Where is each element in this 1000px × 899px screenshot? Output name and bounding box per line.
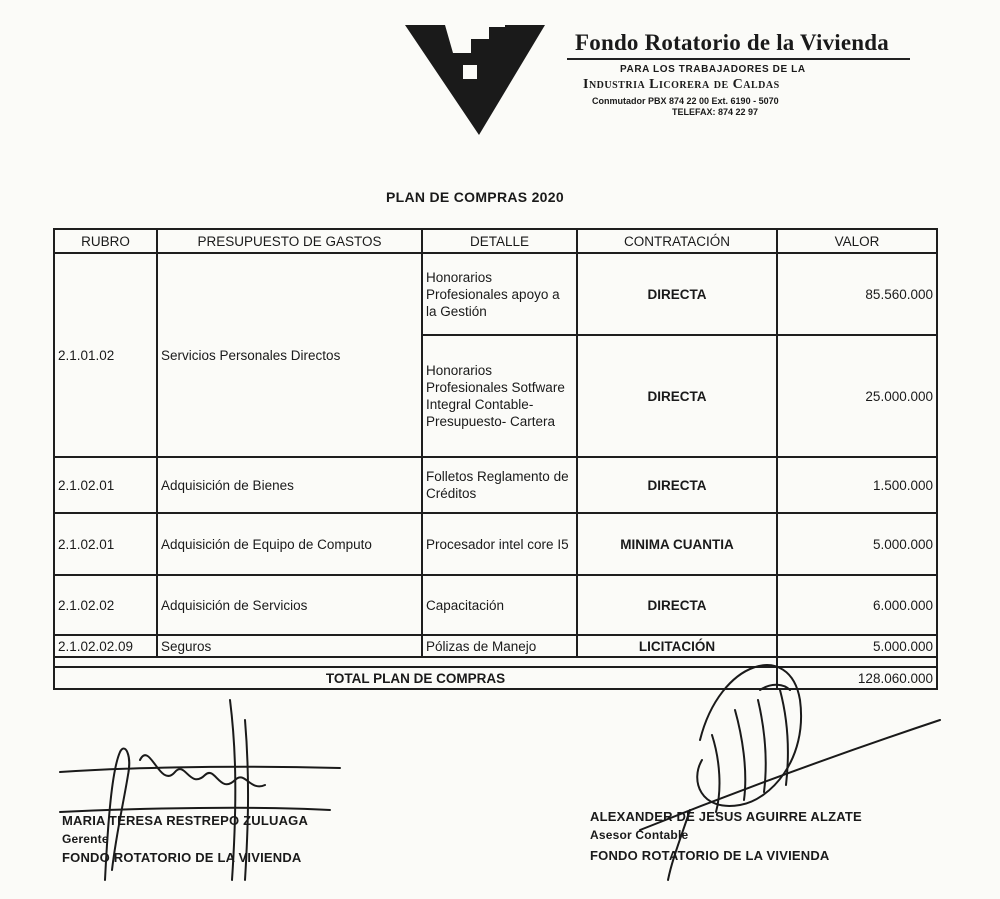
header-detalle: DETALLE (422, 229, 577, 253)
cell-valor: 85.560.000 (777, 253, 937, 335)
cell-valor: 25.000.000 (777, 335, 937, 457)
cell-rubro: 2.1.01.02 (54, 253, 157, 457)
cell-contratacion: DIRECTA (577, 457, 777, 513)
org-fax: TELEFAX: 874 22 97 (672, 107, 759, 117)
cell-detalle: Folletos Reglamento de Créditos (422, 457, 577, 513)
header-valor: VALOR (777, 229, 937, 253)
purchase-plan-table (53, 228, 938, 690)
cell-rubro: 2.1.02.01 (54, 513, 157, 575)
document-title: PLAN DE COMPRAS 2020 (386, 189, 564, 205)
header-contratacion: CONTRATACIÓN (577, 229, 777, 253)
table-spacer-row (54, 657, 937, 667)
left-signer-org: FONDO ROTATORIO DE LA VIVIENDA (62, 850, 302, 865)
cell-presupuesto: Adquisición de Servicios (157, 575, 422, 635)
cell-contratacion: MINIMA CUANTIA (577, 513, 777, 575)
cell-contratacion: DIRECTA (577, 253, 777, 335)
cell-rubro: 2.1.02.02.09 (54, 635, 157, 657)
cell-contratacion: DIRECTA (577, 335, 777, 457)
left-signer-name: MARIA TERESA RESTREPO ZULUAGA (62, 813, 309, 828)
table-row (54, 513, 937, 575)
cell-valor: 6.000.000 (777, 575, 937, 635)
right-signer-org: FONDO ROTATORIO DE LA VIVIENDA (590, 848, 830, 863)
table-row (54, 635, 937, 657)
right-signer-role: Asesor Contable (590, 828, 689, 842)
org-phone: Conmutador PBX 874 22 00 Ext. 6190 - 5070 (592, 96, 779, 106)
cell-valor: 5.000.000 (777, 635, 937, 657)
cell-presupuesto: Adquisición de Equipo de Computo (157, 513, 422, 575)
org-name: Fondo Rotatorio de la Vivienda (575, 30, 889, 55)
table-row (54, 253, 937, 335)
total-value: 128.060.000 (777, 667, 937, 689)
left-signer-role: Gerente (62, 832, 109, 846)
cell-rubro: 2.1.02.02 (54, 575, 157, 635)
spacer-cell (777, 657, 937, 667)
table-row (54, 575, 937, 635)
cell-rubro: 2.1.02.01 (54, 457, 157, 513)
org-subtitle-2: Industria Licorera de Caldas (583, 77, 780, 92)
org-subtitle-1: PARA LOS TRABAJADORES DE LA (620, 64, 806, 75)
cell-detalle: Honorarios Profesionales Sotfware Integral Contable- Presupuesto- Cartera (422, 335, 577, 457)
cell-valor: 5.000.000 (777, 513, 937, 575)
total-row (54, 667, 937, 689)
cell-valor: 1.500.000 (777, 457, 937, 513)
org-underline (567, 58, 910, 60)
fondo-logo (405, 25, 545, 137)
cell-detalle: Honorarios Profesionales apoyo a la Gestión (422, 253, 577, 335)
header-rubro: RUBRO (54, 229, 157, 253)
total-label: TOTAL PLAN DE COMPRAS (54, 667, 777, 689)
cell-detalle: Procesador intel core I5 (422, 513, 577, 575)
cell-contratacion: LICITACIÓN (577, 635, 777, 657)
table-header-row (54, 229, 937, 253)
cell-presupuesto: Adquisición de Bienes (157, 457, 422, 513)
cell-presupuesto: Seguros (157, 635, 422, 657)
spacer-cell (54, 657, 777, 667)
right-signer-name: ALEXANDER DE JESUS AGUIRRE ALZATE (590, 809, 862, 824)
cell-detalle: Capacitación (422, 575, 577, 635)
cell-detalle: Pólizas de Manejo (422, 635, 577, 657)
cell-contratacion: DIRECTA (577, 575, 777, 635)
cell-presupuesto: Servicios Personales Directos (157, 253, 422, 457)
header-presupuesto: PRESUPUESTO DE GASTOS (157, 229, 422, 253)
table-row (54, 457, 937, 513)
